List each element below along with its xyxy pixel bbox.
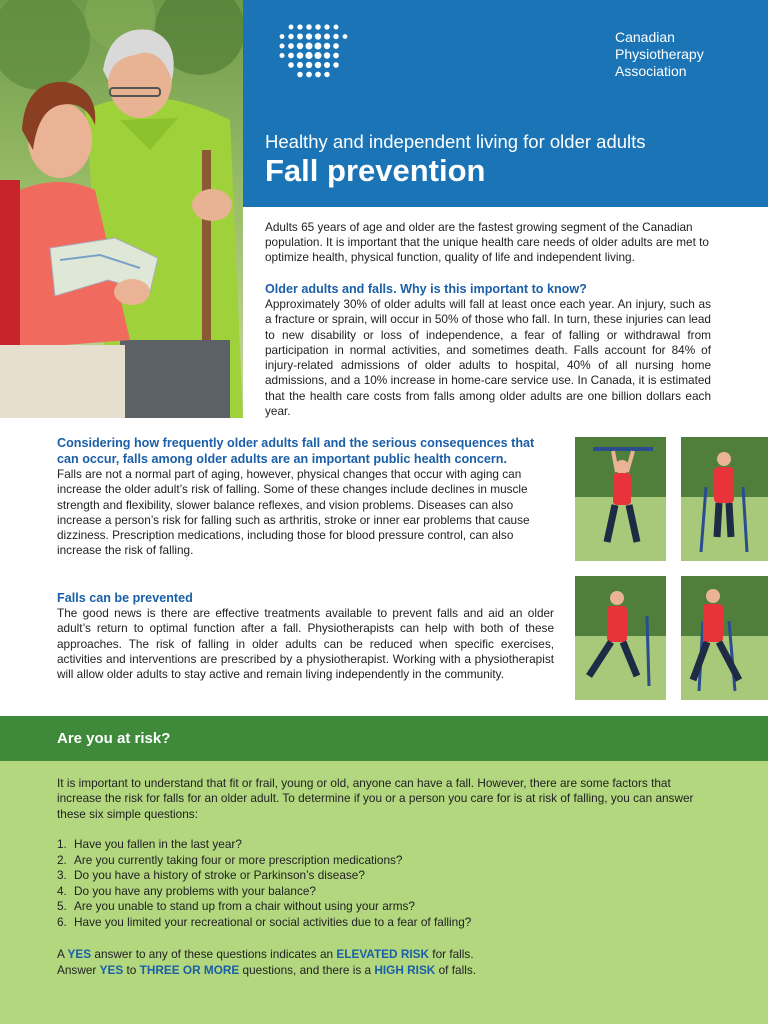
org-name-line-1: Canadian	[615, 29, 675, 45]
exercise-photo-lunge	[575, 576, 666, 700]
summary-yes: YES	[99, 963, 124, 977]
question-number: 2.	[57, 852, 67, 867]
summary-text: Answer	[57, 963, 100, 977]
org-name-line-2: Physiotherapy	[615, 46, 704, 62]
prevented-body: The good news is there are effective treatments available to prevent falls and aid an older adult’s return to optimal function after a fall. Physiotherapists can help with both of these approaches. The risk of falling in older adults can be reduced when specific exercises, activities and interventions are prescribed by a physiotherapist. Working with a physiotherapist will allow older adults to stay active and remain living independently in the community.	[57, 606, 554, 682]
risk-question	[57, 837, 717, 853]
summary-yes: YES	[67, 947, 92, 961]
consider-heading: Considering how frequently older adults fall and the serious consequences that can occur, falls among older adults are an important public health concern.	[57, 436, 535, 466]
risk-intro: It is important to understand that fit or frail, young or old, anyone can have a fall. However, there are some factors that increase the risk for falls for an older adult. To determine if you or a person you care for is at risk of falling, you can answer these six simple questions:	[57, 776, 694, 821]
question-text: Are you currently taking four or more prescription medications?	[74, 852, 403, 867]
why-heading: Older adults and falls. Why is this important to know?	[265, 282, 587, 296]
question-text: Have you limited your recreational or social activities due to a fear of falling?	[74, 914, 472, 929]
consider-body: Falls are not a normal part of aging, however, physical changes that occur with aging can increase the older adult’s risk of falling. Some of these changes include declines in muscle strength and flexibility, slower balance reflexes, and vision problems. Diseases can also increase a person’s risk for falling such as arthritis, stroke or inner ear problems that cause dizziness. Prescription medications, including those for blood pressure control, can also increase the risk of falling.	[57, 467, 530, 558]
question-number: 4.	[57, 883, 67, 898]
risk-summary-line-2	[57, 962, 717, 978]
question-text: Are you unable to stand up from a chair without using your arms?	[74, 899, 415, 914]
summary-text: A	[57, 947, 68, 961]
prevented-section	[57, 591, 554, 682]
summary-three-or-more: THREE OR MORE	[139, 963, 240, 977]
question-text: Have you fallen in the last year?	[74, 837, 242, 851]
question-number: 3.	[57, 868, 67, 883]
summary-text: answer to any of these questions indicates an	[91, 947, 337, 961]
org-name-line-3: Association	[615, 63, 687, 79]
risk-question	[57, 899, 717, 915]
risk-summary-line-1	[57, 946, 717, 962]
intro-paragraph: Adults 65 years of age and older are the fastest growing segment of the Canadian population. It is important that the unique health care needs of older adults are met to optimize health, physical function, quality of life and independent living.	[265, 220, 709, 264]
why-section	[265, 282, 711, 419]
summary-text: of falls.	[435, 963, 476, 977]
summary-high-risk: HIGH RISK	[374, 963, 436, 977]
summary-text: to	[123, 963, 140, 977]
risk-title: Are you at risk?	[57, 730, 171, 747]
cpa-heart-dots-logo	[268, 22, 358, 102]
question-text: Do you have any problems with your balance?	[74, 883, 316, 898]
exercise-photo-poles-walking	[681, 576, 768, 700]
risk-question	[57, 853, 717, 869]
summary-elevated-risk: ELEVATED RISK	[336, 947, 430, 961]
risk-question	[57, 884, 717, 900]
page-title: Fall prevention	[265, 153, 486, 188]
summary-text: questions, and there is a	[239, 963, 375, 977]
risk-questions-list	[57, 837, 717, 931]
risk-question	[57, 868, 717, 884]
consider-section	[57, 436, 557, 559]
risk-summary	[57, 946, 717, 978]
risk-question	[57, 915, 717, 931]
org-name	[615, 29, 755, 80]
question-number: 5.	[57, 899, 67, 914]
exercise-photo-arms-overhead	[575, 437, 666, 561]
question-number: 6.	[57, 914, 67, 929]
exercise-photo-poles-standing	[681, 437, 768, 561]
question-text: Do you have a history of stroke or Parkinson’s disease?	[74, 868, 365, 883]
page-subtitle: Healthy and independent living for older adults	[265, 131, 646, 152]
question-number: 1.	[57, 837, 67, 851]
why-body: Approximately 30% of older adults will fall at least once each year. An injury, such as a fracture or sprain, will occur in 50% of those who fall. In turn, these injuries can lead to new disability or loss of independence, a fear of falling or withdrawal from participation in normal activities, and sometimes death. Falls account for 84% of injury-related admissions of older adults to hospital, 40% of all nursing home admissions, and a 10% increase in home-care service use. In Canada, it is estimated that the health care costs from falls among older adults are one billion dollars each year.	[265, 297, 711, 419]
summary-text: for falls.	[429, 947, 474, 961]
couple-with-map-photo	[0, 0, 243, 418]
prevented-heading: Falls can be prevented	[57, 591, 193, 605]
